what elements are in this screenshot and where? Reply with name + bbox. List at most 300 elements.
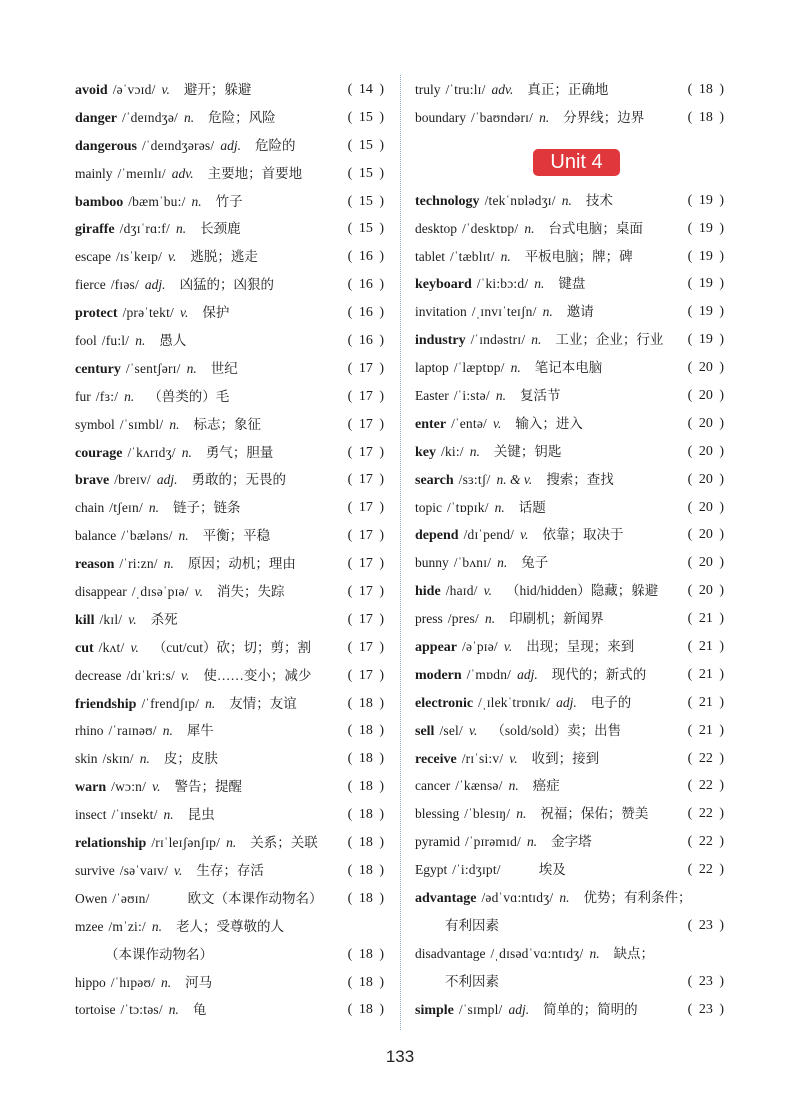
entry-phonetic: /ˈfrendʃɪp/ <box>141 695 200 711</box>
entry-part-of-speech: n. <box>561 192 572 208</box>
entry-part-of-speech: v. <box>509 750 518 766</box>
vocab-entry-continued <box>415 968 724 996</box>
entry-phonetic: /tʃeɪn/ <box>109 500 143 516</box>
entry-meaning: 凶猛的；凶狠的 <box>179 277 275 293</box>
entry-page-reference: ( 15 ) <box>347 137 384 153</box>
entry-word: disappear <box>75 584 127 600</box>
entry-meaning: 埃及 <box>538 862 566 878</box>
entry-phonetic: /sɜ:tʃ/ <box>458 471 491 487</box>
entry-meaning: 搜索；查找 <box>546 471 614 487</box>
entry-part-of-speech: n. <box>559 890 570 906</box>
vocab-entry <box>75 466 384 494</box>
vocab-entry <box>75 662 384 690</box>
entry-part-of-speech: v. <box>130 639 139 655</box>
entry-meaning: （hid/hidden）隐藏；躲避 <box>506 583 659 599</box>
entry-part-of-speech: n. <box>542 304 553 320</box>
entry-part-of-speech: v. <box>161 82 170 97</box>
entry-phonetic: /ˌɪlekˈtrɒnɪk/ <box>478 694 551 710</box>
entry-phonetic: /bæmˈbu:/ <box>128 193 186 209</box>
entry-part-of-speech: n. <box>495 388 506 404</box>
entry-meaning: 输入；进入 <box>515 415 583 431</box>
entry-page-reference: ( 20 ) <box>687 527 724 543</box>
vocab-entry <box>415 187 724 215</box>
entry-phonetic: /ˈi:dʒɪpt/ <box>452 862 501 878</box>
entry-page-reference: ( 17 ) <box>347 472 384 488</box>
entry-page-reference: ( 18 ) <box>347 862 384 878</box>
entry-page-reference: ( 17 ) <box>347 556 384 572</box>
vocab-entry <box>415 410 724 438</box>
entry-page-reference: ( 17 ) <box>347 584 384 600</box>
vocab-entry <box>415 298 724 326</box>
vocab-entry <box>415 466 724 494</box>
entry-meaning: 平板电脑；牌；碑 <box>524 248 633 264</box>
entry-phonetic: /sel/ <box>439 722 463 738</box>
entry-page-reference: ( 19 ) <box>687 332 724 348</box>
entry-phonetic: /ki:/ <box>441 443 464 459</box>
entry-page-reference: ( 20 ) <box>687 583 724 599</box>
vocab-entry-continued <box>75 941 384 969</box>
entry-meaning: 工业；企业；行业 <box>555 332 664 348</box>
entry-part-of-speech: n. <box>534 276 545 292</box>
entry-page-reference: ( 15 ) <box>347 109 384 125</box>
entry-page-reference: ( 22 ) <box>687 806 724 822</box>
entry-page-reference: ( 21 ) <box>687 666 724 682</box>
entry-meaning: 简单的；简明的 <box>543 1001 638 1017</box>
entry-word: truly <box>415 82 441 97</box>
entry-word: key <box>415 444 436 460</box>
entry-word: survive <box>75 862 115 878</box>
entry-meaning: 竹子 <box>215 193 243 209</box>
entry-part-of-speech: n. <box>484 611 496 627</box>
entry-part-of-speech: n. <box>508 778 519 794</box>
entry-meaning: 癌症 <box>532 778 560 794</box>
entry-page-reference: ( 21 ) <box>687 694 724 710</box>
entry-page-reference: ( 20 ) <box>687 388 724 404</box>
entry-meaning: （sold/sold）卖；出售 <box>491 722 622 738</box>
entry-page-reference: ( 17 ) <box>347 388 384 404</box>
entry-phonetic: /ˈtæblɪt/ <box>450 248 495 264</box>
vocab-entry <box>415 438 724 466</box>
entry-meaning: 愚人 <box>159 333 187 349</box>
entry-part-of-speech: n. <box>169 416 180 432</box>
entry-phonetic: /ɪsˈkeɪp/ <box>115 249 163 265</box>
entry-part-of-speech: n. <box>186 360 197 376</box>
entry-part-of-speech: n. <box>181 444 192 460</box>
entry-page-reference: ( 18 ) <box>347 890 384 906</box>
entry-phonetic: /dɪˈpend/ <box>463 527 515 543</box>
entry-meaning-continued: 不利因素 <box>445 973 499 989</box>
vocab-entry <box>415 772 724 800</box>
vocab-entry <box>75 606 384 634</box>
vocab-entry <box>75 717 384 745</box>
entry-phonetic: /pres/ <box>447 611 479 627</box>
entry-page-reference: ( 17 ) <box>347 444 384 460</box>
vocab-entry <box>75 522 384 550</box>
entry-word: enter <box>415 416 447 432</box>
entry-part-of-speech: adj. <box>220 137 241 153</box>
entry-meaning: 关键；钥匙 <box>493 443 562 459</box>
entry-phonetic: /kʌt/ <box>98 639 125 655</box>
entry-page-reference: ( 23 ) <box>687 1001 724 1017</box>
vocab-entry <box>415 633 724 661</box>
entry-phonetic: /ˈɪndəstrɪ/ <box>470 332 526 348</box>
vocab-entry <box>415 940 724 968</box>
left-column <box>75 76 384 1024</box>
entry-phonetic: /rɪˈsi:v/ <box>461 750 504 766</box>
unit-heading-block <box>415 132 724 187</box>
entry-meaning: 生存；存活 <box>196 862 264 878</box>
entry-meaning: 世纪 <box>210 360 238 376</box>
entry-part-of-speech: n. <box>510 360 521 376</box>
entry-word: appear <box>415 640 457 656</box>
entry-phonetic: /əˈvɔɪd/ <box>112 82 156 97</box>
vocab-entry <box>415 717 724 745</box>
entry-part-of-speech: v. <box>468 722 478 738</box>
entry-part-of-speech: v. <box>180 667 190 683</box>
entry-phonetic: /ˈtru:lɪ/ <box>445 82 486 97</box>
entry-meaning: 键盘 <box>558 276 586 292</box>
vocab-entry <box>75 104 384 132</box>
vocab-entry <box>415 270 724 298</box>
entry-phonetic: /ˈbaʊndərɪ/ <box>471 109 534 125</box>
entry-word: cut <box>75 640 94 656</box>
entry-part-of-speech: n. <box>175 221 187 237</box>
entry-phonetic: /ˈhɪpəʊ/ <box>110 974 156 990</box>
vocab-entry <box>415 354 724 382</box>
entry-part-of-speech: n. <box>183 109 195 125</box>
right-column-entries-bottom <box>415 187 724 1024</box>
entry-part-of-speech: v. <box>492 415 502 431</box>
entry-page-reference: ( 18 ) <box>687 109 724 125</box>
entry-word: technology <box>415 193 480 209</box>
entry-meaning: 出现；呈现；来到 <box>526 639 635 655</box>
entry-word: modern <box>415 667 462 683</box>
entry-word: chain <box>75 500 105 516</box>
entry-meaning: （cut/cut）砍；切；剪；割 <box>152 639 312 655</box>
entry-phonetic: /ˈmeɪnlɪ/ <box>117 165 166 181</box>
vocab-entry <box>75 132 384 160</box>
entry-part-of-speech: adj. <box>556 694 577 710</box>
entry-word: disadvantage <box>415 945 486 961</box>
entry-word: press <box>415 611 443 627</box>
vocab-entry <box>75 857 384 885</box>
entry-word: topic <box>415 499 442 515</box>
entry-phonetic: /ˈdeɪndʒərəs/ <box>141 137 215 153</box>
entry-phonetic: /wɔ:n/ <box>111 779 147 795</box>
entry-phonetic: /səˈvaɪv/ <box>119 862 169 878</box>
entry-part-of-speech: n. <box>589 945 600 961</box>
entry-meaning: 欧文（本课作动物名） <box>187 890 323 906</box>
entry-phonetic: /kɪl/ <box>99 611 123 627</box>
vocab-entry <box>75 327 384 355</box>
entry-meaning: （兽类的）毛 <box>148 388 230 404</box>
entry-part-of-speech: n. <box>163 807 174 823</box>
entry-meaning: 链子；链条 <box>173 500 241 516</box>
entry-part-of-speech: adj. <box>144 277 166 293</box>
entry-word: skin <box>75 751 98 767</box>
entry-meaning: 勇敢的；无畏的 <box>191 472 286 488</box>
entry-page-reference: ( 17 ) <box>347 360 384 376</box>
entry-word: receive <box>415 751 457 767</box>
entry-meaning: 龟 <box>192 1002 207 1018</box>
entry-part-of-speech: n. <box>178 528 189 544</box>
entry-meaning: 勇气；胆量 <box>205 444 274 460</box>
entry-phonetic: /ˈlæptɒp/ <box>453 360 505 376</box>
entry-meaning: 标志；象征 <box>193 416 261 432</box>
entry-meaning: 笔记本电脑 <box>534 360 603 376</box>
entry-phonetic: /rɪˈleɪʃənʃɪp/ <box>151 835 221 851</box>
entry-page-reference: ( 20 ) <box>687 415 724 431</box>
vocab-entry <box>75 439 384 467</box>
entry-part-of-speech: adv. <box>171 165 194 181</box>
entry-phonetic: /fɜ:/ <box>95 388 119 404</box>
entry-meaning: 印刷机；新闻界 <box>509 611 604 627</box>
entry-word: industry <box>415 333 466 349</box>
entry-meaning: 警告；提醒 <box>174 779 242 795</box>
entry-word: tablet <box>415 248 445 264</box>
entry-word: pyramid <box>415 834 460 850</box>
vocab-entry <box>415 326 724 354</box>
vocab-entry <box>75 215 384 243</box>
entry-page-reference: ( 18 ) <box>347 779 384 795</box>
entry-phonetic: /ˈri:zn/ <box>119 556 158 572</box>
entry-page-reference: ( 17 ) <box>347 639 384 655</box>
entry-page-reference: ( 15 ) <box>347 221 384 237</box>
entry-part-of-speech: v. <box>174 862 183 878</box>
vocab-entry <box>415 605 724 633</box>
entry-word: avoid <box>75 83 108 98</box>
vocab-entry <box>415 856 724 884</box>
entry-meaning: 优势；有利条件； <box>583 890 692 906</box>
entry-word: bamboo <box>75 194 124 210</box>
entry-word: dangerous <box>75 138 137 154</box>
entry-word: search <box>415 472 454 488</box>
vocab-entry <box>75 383 384 411</box>
vocab-entry <box>75 913 384 941</box>
entry-meaning: 长颈鹿 <box>200 221 241 237</box>
entry-word: decrease <box>75 667 122 683</box>
entry-page-reference: ( 17 ) <box>347 667 384 683</box>
entry-meaning: 避开；躲避 <box>183 82 252 97</box>
vocab-entry <box>75 885 384 913</box>
vocab-entry <box>75 271 384 299</box>
entry-word: cancer <box>415 778 451 794</box>
entry-page-reference: ( 21 ) <box>687 722 724 738</box>
vocab-entry <box>415 104 724 132</box>
entry-part-of-speech: n. <box>226 835 237 851</box>
vocab-entry <box>75 160 384 188</box>
entry-phonetic: /ˈəʊɪn/ <box>112 890 150 906</box>
entry-page-reference: ( 18 ) <box>347 946 384 962</box>
entry-meaning: 缺点； <box>613 945 655 961</box>
vocab-entry <box>415 494 724 522</box>
entry-page-reference: ( 22 ) <box>687 778 724 794</box>
entry-part-of-speech: n. <box>191 193 202 209</box>
entry-meaning: 犀牛 <box>186 723 214 739</box>
entry-phonetic: /əˈpɪə/ <box>462 639 498 655</box>
entry-meaning: 保护 <box>202 305 230 321</box>
vocab-entry <box>415 828 724 856</box>
entry-phonetic: /dʒɪˈrɑ:f/ <box>119 221 170 237</box>
page-number: 133 <box>385 1047 415 1066</box>
entry-phonetic: /ˈi:stə/ <box>453 388 490 404</box>
entry-page-reference: ( 14 ) <box>347 82 384 97</box>
entry-part-of-speech: v. <box>483 583 493 599</box>
entry-phonetic: /ˈdesktɒp/ <box>462 220 519 236</box>
entry-part-of-speech: n. <box>151 918 163 934</box>
entry-page-reference: ( 22 ) <box>687 862 724 878</box>
entry-meaning: 电子的 <box>590 694 632 710</box>
entry-page-reference: ( 19 ) <box>687 220 724 236</box>
vocab-entry <box>415 382 724 410</box>
entry-page-reference: ( 19 ) <box>687 276 724 292</box>
entry-meaning: 技术 <box>585 192 613 208</box>
entry-page-reference: ( 20 ) <box>687 360 724 376</box>
entry-part-of-speech: v. <box>128 611 137 627</box>
entry-meaning: 杀死 <box>150 611 178 627</box>
entry-part-of-speech: n. <box>524 220 535 236</box>
entry-page-reference: ( 23 ) <box>687 917 724 933</box>
entry-meaning: 真正；正确地 <box>527 82 609 97</box>
entry-word: century <box>75 361 121 377</box>
vocab-entry <box>75 969 384 997</box>
entry-word: fool <box>75 333 97 349</box>
entry-part-of-speech: v. <box>152 779 161 795</box>
entry-part-of-speech: adj. <box>517 666 538 682</box>
vocab-entry <box>75 996 384 1024</box>
entry-meaning: 现代的；新式的 <box>551 666 647 682</box>
entry-word: boundary <box>415 109 466 125</box>
entry-phonetic: /fɪəs/ <box>110 277 139 293</box>
vocab-entry <box>415 215 724 243</box>
entry-word: escape <box>75 249 111 265</box>
entry-part-of-speech: n. <box>135 333 146 349</box>
entry-page-reference: ( 18 ) <box>347 835 384 851</box>
entry-phonetic: /mˈzi:/ <box>108 918 146 934</box>
entry-part-of-speech: adj. <box>156 472 178 488</box>
entry-phonetic: /ˈbʌnɪ/ <box>453 555 492 571</box>
entry-meaning: 原因；动机；理由 <box>187 556 296 572</box>
entry-word: insect <box>75 807 107 823</box>
entry-page-reference: ( 18 ) <box>687 82 724 97</box>
entry-word: hide <box>415 584 441 600</box>
entry-meaning-continued: 有利因素 <box>445 917 499 933</box>
entry-phonetic: /ˈkʌrɪdʒ/ <box>127 444 176 460</box>
entry-word: mzee <box>75 918 104 934</box>
entry-page-reference: ( 18 ) <box>347 974 384 990</box>
vocab-entry <box>415 661 724 689</box>
entry-word: hippo <box>75 974 106 990</box>
entry-page-reference: ( 22 ) <box>687 834 724 850</box>
entry-meaning: 河马 <box>185 974 213 990</box>
entry-page-reference: ( 15 ) <box>347 165 384 181</box>
entry-part-of-speech: n. <box>162 723 173 739</box>
entry-page-reference: ( 15 ) <box>347 193 384 209</box>
vocab-entry <box>75 411 384 439</box>
entry-word: Owen <box>75 890 108 906</box>
vocab-entry <box>75 299 384 327</box>
entry-part-of-speech: v. <box>194 584 204 600</box>
entry-phonetic: /ˈtɒpɪk/ <box>447 499 489 515</box>
entry-page-reference: ( 20 ) <box>687 443 724 459</box>
entry-meaning: 金字塔 <box>551 834 592 850</box>
column-divider <box>400 75 401 1030</box>
entry-part-of-speech: n. <box>163 556 174 572</box>
entry-page-reference: ( 18 ) <box>347 723 384 739</box>
vocab-entry <box>75 829 384 857</box>
entry-meaning: 兔子 <box>521 555 549 571</box>
entry-phonetic: /haɪd/ <box>445 583 478 599</box>
entry-word: friendship <box>75 696 137 712</box>
entry-phonetic: /ˈɪnsekt/ <box>111 807 158 823</box>
entry-word: fierce <box>75 277 106 293</box>
entry-page-reference: ( 22 ) <box>687 750 724 766</box>
entry-phonetic: /ˌɪnvɪˈteɪʃn/ <box>471 304 537 320</box>
entry-meaning: 逃脱；逃走 <box>190 249 258 265</box>
entry-part-of-speech: v. <box>168 249 177 265</box>
entry-meaning: 老人；受尊敬的人 <box>176 918 285 934</box>
entry-part-of-speech: n. <box>497 555 508 571</box>
entry-meaning: 危险的 <box>254 137 296 153</box>
entry-part-of-speech: n. <box>124 388 135 404</box>
entry-word: desktop <box>415 220 457 236</box>
entry-page-reference: ( 19 ) <box>687 304 724 320</box>
entry-word: rhino <box>75 723 104 739</box>
entry-page-reference: ( 23 ) <box>687 973 724 989</box>
entry-meaning: 依靠；取决于 <box>542 527 624 543</box>
entry-meaning: 皮；皮肤 <box>163 751 218 767</box>
entry-part-of-speech: n. <box>531 332 542 348</box>
vocab-entry <box>75 773 384 801</box>
entry-word: bunny <box>415 555 449 571</box>
entry-meaning: 祝福；保佑；赞美 <box>540 806 649 822</box>
entry-phonetic: /ˈentə/ <box>451 415 487 431</box>
entry-page-reference: ( 16 ) <box>347 249 384 265</box>
entry-meaning: 消失；失踪 <box>217 584 285 600</box>
vocab-entry <box>415 996 724 1024</box>
vocab-entry <box>75 801 384 829</box>
entry-part-of-speech: n. <box>539 109 550 125</box>
vocab-entry <box>415 884 724 912</box>
entry-phonetic: /prəˈtekt/ <box>122 305 174 321</box>
vocab-entry <box>415 549 724 577</box>
entry-phonetic: /ˈsɪmpl/ <box>458 1001 503 1017</box>
entry-word: electronic <box>415 695 474 711</box>
entry-word: Egypt <box>415 862 448 878</box>
entry-word: giraffe <box>75 222 115 238</box>
entry-phonetic: /ˈsentʃərɪ/ <box>125 360 181 376</box>
entry-part-of-speech: adv. <box>491 82 514 97</box>
entry-meaning: 主要地；首要地 <box>207 165 303 181</box>
entry-meaning: 关系；关联 <box>250 835 318 851</box>
entry-phonetic: /ˈtɔ:təs/ <box>120 1002 163 1018</box>
entry-word: fur <box>75 388 91 404</box>
entry-phonetic: /ˈkænsə/ <box>455 778 503 794</box>
entry-meaning: 复活节 <box>519 388 561 404</box>
vocab-entry <box>75 550 384 578</box>
entry-meaning: 友情；友谊 <box>229 695 297 711</box>
entry-word: courage <box>75 445 123 461</box>
entry-meaning: 平衡；平稳 <box>202 528 271 544</box>
entry-word: advantage <box>415 891 477 907</box>
entry-phonetic: /ˈbæləns/ <box>121 528 173 544</box>
entry-meaning: 邀请 <box>566 304 594 320</box>
entry-word: depend <box>415 528 459 544</box>
entry-meaning: 使……变小；减少 <box>203 667 312 683</box>
entry-phonetic: /dɪˈkri:s/ <box>126 667 175 683</box>
right-column <box>415 76 724 1024</box>
vocab-entry <box>75 355 384 383</box>
